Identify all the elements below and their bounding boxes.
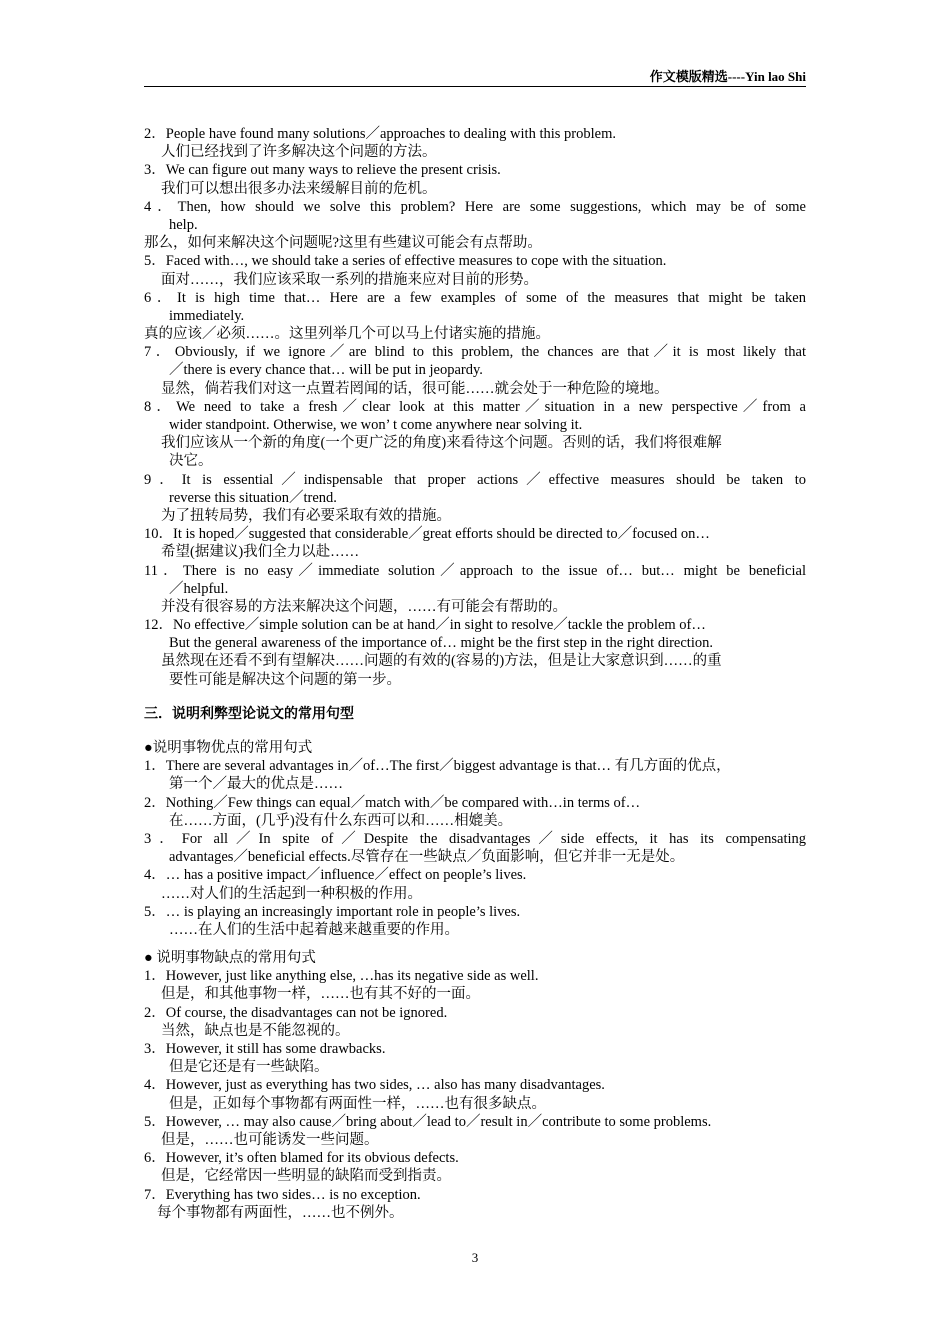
text-line: 面对……，我们应该采取一系列的措施来应对目前的形势。 (161, 271, 538, 288)
text-line: ／helpful. (169, 580, 229, 597)
text-line: 5．… is playing an increasingly important role in people’s lives. (144, 903, 521, 920)
text-line: But the general awareness of the importance of… might be the first step in the right direction. (169, 635, 713, 652)
text-line: 但是，……也可能诱发一些问题。 (161, 1131, 379, 1148)
header-rule (144, 86, 806, 87)
text-line: reverse this situation／trend. (169, 489, 337, 506)
text-line: 当然，缺点也是不能忽视的。 (161, 1022, 350, 1039)
text-line: 为了扭转局势，我们有必要采取有效的措施。 (161, 507, 451, 524)
text-line: 1．However, just like anything else, …has its negative side as well. (144, 968, 539, 985)
text-line: 那么，如何来解决这个问题呢?这里有些建议可能会有点帮助。 (144, 235, 542, 252)
text-line: 6．However, it’s often blamed for its obvious defects. (144, 1150, 459, 1167)
text-line: advantages／beneficial effects.尽管存在一些缺点／负面影响，但它并非一无是处。 (169, 849, 685, 866)
text-line: 3．However, it still has some drawbacks. (144, 1041, 386, 1057)
text-line: 9．It is essential／indispensable that proper actions／effective measures should be taken to (144, 471, 806, 488)
text-line: 3．We can figure out many ways to relieve the present crisis. (144, 162, 501, 179)
text-line: 每个事物都有两面性，……也不例外。 (157, 1204, 404, 1221)
text-line: 7．Obviously, if we ignore／are blind to this problem, the chances are that／it is most likely that (144, 344, 806, 361)
page-number: 3 (471, 1250, 479, 1265)
text-line: 但是它还是有一些缺陷。 (169, 1059, 329, 1076)
section-heading: 三．说明利弊型论说文的常用句型 (144, 705, 354, 722)
text-line: 但是，和其他事物一样，……也有其不好的一面。 (161, 986, 480, 1003)
page-body (144, 125, 806, 1222)
text-line: 虽然现在还看不到有望解决……问题的有效的(容易的)方法，但是让大家意识到……的重 (161, 653, 722, 670)
running-header: 作文模版精选----Yin lao Shi (649, 69, 806, 84)
text-line: 3．For all／In spite of／Despite the disadvantages／side effects, it has its compensating (144, 830, 806, 847)
text-line: 但是，正如每个事物都有两面性一样，……也有很多缺点。 (169, 1095, 546, 1112)
text-line: 人们已经找到了许多解决这个问题的方法。 (161, 144, 437, 161)
text-line: 1．There are several advantages in／of…The first／biggest advantage is that… 有几方面的优点， (144, 758, 731, 775)
text-line: 要性可能是解决这个问题的第一步。 (169, 671, 401, 688)
text-line: 但是，它经常因一些明显的缺陷而受到指责。 (161, 1168, 451, 1185)
text-line: 4．However, just as everything has two sides, … also has many disadvantages. (144, 1077, 605, 1094)
text-line: 10．It is hoped／suggested that considerable／great efforts should be directed to／focused on… (144, 526, 710, 543)
text-line: 真的应该／必须……。这里列举几个可以马上付诸实施的措施。 (144, 326, 550, 343)
text-line: 2．People have found many solutions／approaches to dealing with this problem. (144, 126, 616, 142)
text-line: 5．However, … may also cause／bring about／lead to／result in／contribute to some problems. (144, 1113, 712, 1130)
text-line: ……对人们的生活起到一种积极的作用。 (161, 885, 422, 902)
text-line: 6．It is high time that… Here are a few examples of some of the measures that might be taken (144, 289, 806, 306)
text-line: 2．Of course, the disadvantages can not be ignored. (144, 1004, 448, 1021)
text-line: 决它。 (169, 453, 213, 470)
subsection-title-disadvantages: ● 说明事物缺点的常用句式 (144, 950, 316, 967)
text-line: 在……方面，(几乎)没有什么东西可以和……相媲美。 (169, 812, 513, 829)
text-line: 我们可以想出很多办法来缓解目前的危机。 (161, 180, 437, 197)
text-line: 第一个／最大的优点是…… (169, 776, 343, 793)
text-line: 希望(据建议)我们全力以赴…… (161, 544, 360, 561)
text-line: 7．Everything has two sides… is no exception. (144, 1186, 421, 1203)
text-line: 2．Nothing／Few things can equal／match with／be compared with…in terms of… (144, 794, 641, 811)
text-line: ……在人们的生活中起着越来越重要的作用。 (169, 921, 459, 938)
text-line: 并没有很容易的方法来解决这个问题，……有可能会有帮助的。 (161, 598, 567, 615)
text-line: immediately. (169, 307, 245, 324)
text-line: 4．Then, how should we solve this problem? Here are some suggestions, which may be of some (144, 198, 806, 215)
text-line: wider standpoint. Otherwise, we won’ t come anywhere near solving it. (169, 417, 583, 433)
subsection-title-advantages: ●说明事物优点的常用句式 (144, 740, 313, 756)
text-line: ／there is every chance that… will be put in jeopardy. (169, 362, 483, 379)
text-line: 我们应该从一个新的角度(一个更广泛的角度)来看待这个问题。否则的话，我们将很难解 (161, 435, 722, 452)
text-line: 11．There is no easy／immediate solution／approach to the issue of… but… might be beneficial (144, 562, 806, 579)
text-line: 4．… has a positive impact／influence／effect on people’s lives. (144, 867, 527, 884)
text-line: help. (169, 216, 198, 233)
text-line: 8．We need to take a fresh／clear look at this matter／situation in a new perspective／from a (144, 398, 806, 415)
text-line: 5．Faced with…, we should take a series of effective measures to cope with the situation. (144, 253, 667, 270)
text-line: 显然，倘若我们对这一点置若罔闻的话，很可能……就会处于一种危险的境地。 (161, 380, 669, 397)
text-line: 12．No effective／simple solution can be at hand／in sight to resolve／tackle the problem of… (144, 617, 706, 634)
